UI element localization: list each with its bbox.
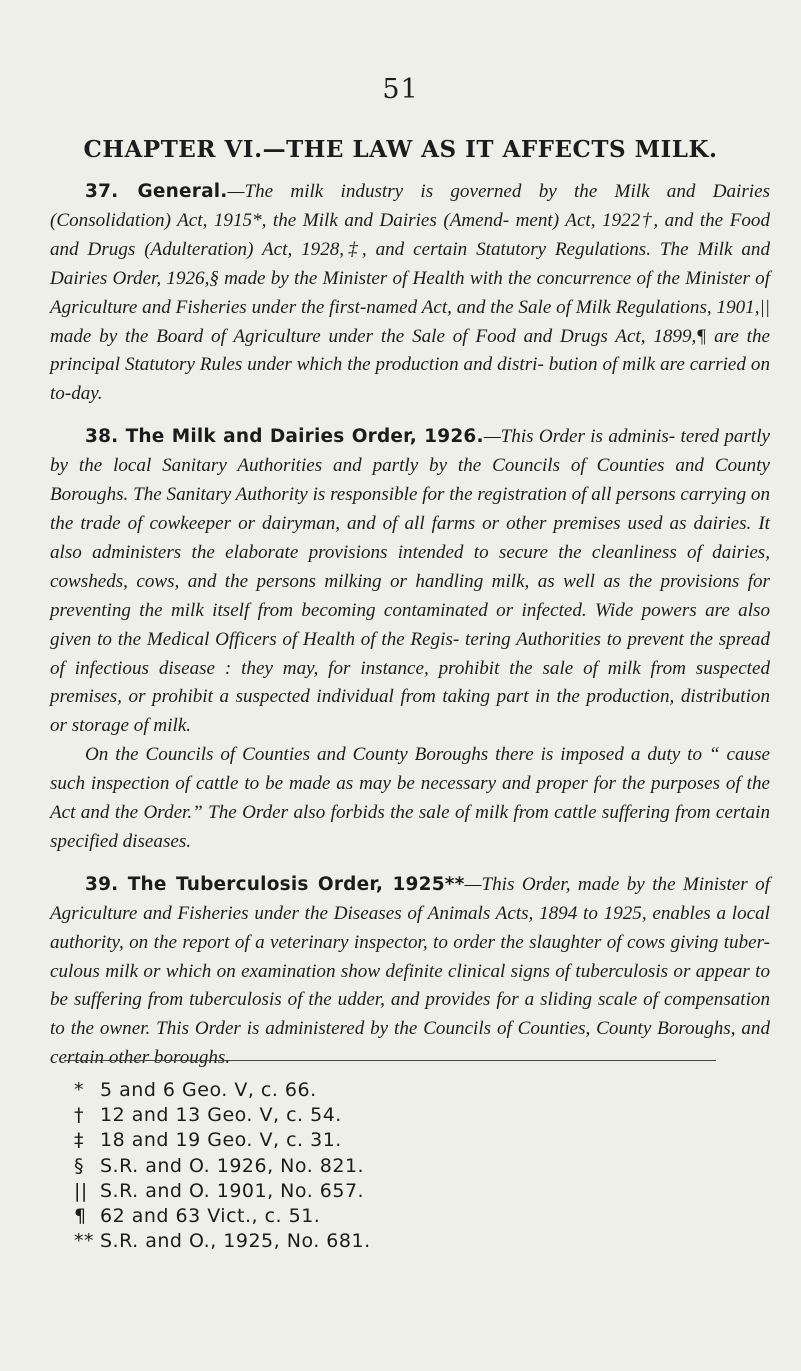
- footnote-text: S.R. and O. 1926, No. 821.: [100, 1154, 365, 1177]
- footnote-mark: ‡: [74, 1129, 84, 1152]
- footnote-divider: [64, 1060, 716, 1061]
- footnote-mark: ||: [74, 1179, 88, 1202]
- section-text: On the Councils of Counties and County Boroughs there is imposed a duty to “ cause such inspection of cattle to be made as may be necessary and proper for the purposes of the Act and the Order.” The Order also forbids the sale of milk from cattle suffering from certain specified diseases.: [50, 744, 770, 852]
- page-number: 51: [382, 74, 419, 105]
- footnote: [74, 1078, 371, 1103]
- body-text: [50, 178, 770, 1073]
- footnote: [74, 1179, 371, 1204]
- paragraph-38: [50, 423, 770, 741]
- footnote: [74, 1128, 371, 1153]
- footnote-text: S.R. and O., 1925, No. 681.: [100, 1230, 371, 1253]
- footnote-text: 5 and 6 Geo. V, c. 66.: [100, 1079, 317, 1101]
- footnote-mark: †: [74, 1104, 84, 1127]
- footnote-text: 12 and 13 Geo. V, c. 54.: [100, 1104, 342, 1127]
- footnote-text: S.R. and O. 1901, No. 657.: [100, 1179, 365, 1202]
- footnote: [74, 1229, 371, 1254]
- footnote: [74, 1103, 371, 1128]
- section-heading: 38. The Milk and Dairies Order, 1926.: [85, 426, 484, 448]
- section-text: —This Order, made by the Minister of Agriculture and Fisheries under the Diseases of Animals Acts, 1894 to 1925, enables a local authority, on the report of a veterinary inspector, to order the slaughter of cows giving tuber- culous milk or which on examination show definite clinical signs of tuberculosis or appear to be suffering from tuberculosis of the udder, and provides for a sliding scale of compensation to the owner. This Order is administered by the Councils of Counties, County Boroughs, and certain other boroughs.: [50, 873, 770, 1069]
- footnote: [74, 1204, 371, 1229]
- chapter-title: CHAPTER VI.—THE LAW AS IT AFFECTS MILK.: [83, 136, 718, 163]
- footnote-mark: *: [74, 1079, 84, 1101]
- paragraph-39: [50, 871, 770, 1073]
- footnote-text: 18 and 19 Geo. V, c. 31.: [100, 1129, 342, 1152]
- section-text: —The milk industry is governed by the Milk and Dairies (Consolidation) Act, 1915*, the Milk and Dairies (Amend- ment) Act, 1922†, and the Food and Drugs (Adulteration) Act, 1928,‡, and certain Statutory Regulations. The Milk and Dairies Order, 1926,§ made by the Minister of Health with the concurrence of the Minister of Agriculture and Fisheries under the first-named Act, and the Sale of Milk Regulations, 1901,|| made by the Board of Agriculture under the Sale of Food and Drugs Act, 1899,¶ are the principal Statutory Rules under which the production and distri- bution of milk are carried on to-day.: [50, 181, 770, 405]
- paragraph-38-continued: [50, 741, 770, 857]
- section-text: —This Order is adminis- tered partly by the local Sanitary Authorities and partly by the Councils of Counties and County Boroughs. The Sanitary Authority is responsible for the registration of all persons carrying on the trade of cowkeeper or dairyman, and of all farms or other premises used as dairies. It also administers the elaborate provisions intended to secure the cleanliness of dairies, cowsheds, cows, and the persons milking or handling milk, as well as the provisions for preventing the milk itself from becoming contaminated or infected. Wide powers are also given to the Medical Officers of Health of the Regis- tering Authorities to prevent the spread of infectious disease : they may, for instance, prohibit the sale of milk from suspected premises, or prohibit a suspected individual from taking part in the production, distribution or storage of milk.: [50, 426, 770, 737]
- section-heading: 39. The Tuberculosis Order, 1925**: [85, 873, 465, 895]
- footnote-text: 62 and 63 Vict., c. 51.: [100, 1205, 321, 1228]
- footnote-mark: ¶: [74, 1205, 87, 1228]
- footnotes: [74, 1078, 371, 1254]
- footnote: [74, 1154, 371, 1179]
- section-heading: 37. General.: [85, 181, 228, 202]
- paragraph-37: [50, 178, 770, 409]
- footnote-mark: §: [74, 1154, 84, 1177]
- footnote-mark: **: [74, 1230, 94, 1253]
